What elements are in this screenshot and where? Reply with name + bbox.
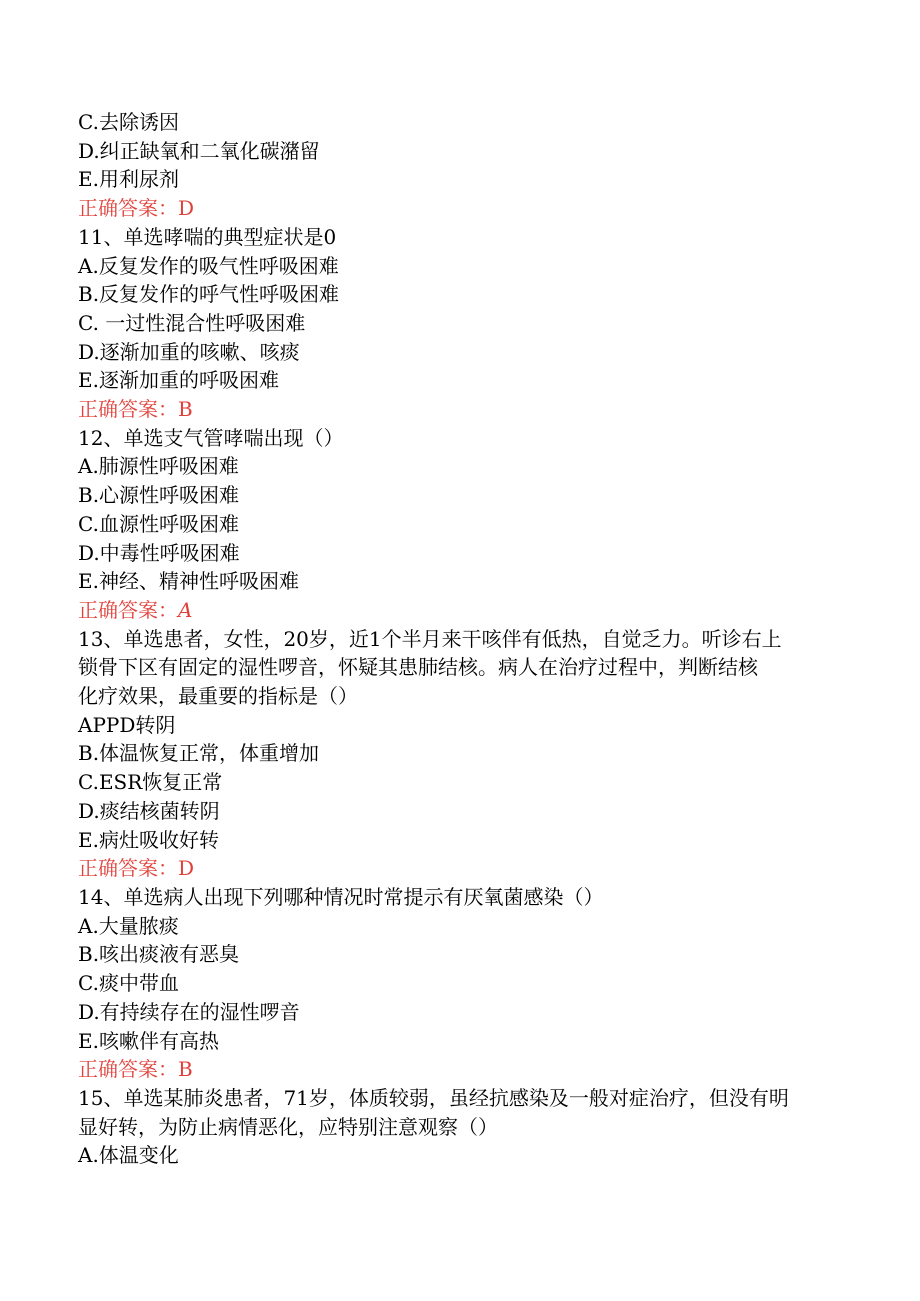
- question-stem-line: 15、单选某肺炎患者，71岁，体质较弱，虽经抗感染及一般对症治疗，但没有明: [78, 1085, 789, 1110]
- question-stem: 12、单选支气管哮喘出现（）: [78, 425, 344, 450]
- question-stem-line: 13、单选患者，女性，20岁，近1个半月来干咳伴有低热，自觉乏力。听诊右上: [78, 626, 782, 651]
- option-e: E.病灶吸收好转: [78, 827, 219, 852]
- option-a: APPD转阴: [78, 712, 176, 737]
- answer-value: D: [178, 196, 195, 221]
- option-d: D.纠正缺氧和二氧化碳潴留: [78, 138, 320, 163]
- option-c: C.血源性呼吸困难: [78, 511, 239, 536]
- option-b: B.反复发作的呼气性呼吸困难: [78, 282, 340, 307]
- question-stem: 11、单选哮喘的典型症状是0: [78, 224, 337, 249]
- answer-value: B: [178, 397, 193, 422]
- option-e: E.咳嗽伴有高热: [78, 1028, 219, 1053]
- option-c: C. 一过性混合性呼吸困难: [78, 310, 306, 335]
- option-c: C.ESR恢复正常: [78, 770, 223, 795]
- option-d: D.有持续存在的湿性啰音: [78, 999, 300, 1024]
- option-d: D.中毒性呼吸困难: [78, 540, 240, 565]
- question-stem-line: 化疗效果，最重要的指标是（）: [78, 684, 358, 709]
- question-stem: 14、单选病人出现下列哪种情况时常提示有厌氧菌感染（）: [78, 884, 604, 909]
- option-a: A.肺源性呼吸困难: [78, 454, 239, 479]
- answer-label: 正确答案：: [78, 397, 178, 422]
- answer-label: 正确答案：: [78, 1057, 178, 1082]
- correct-answer: [78, 854, 858, 883]
- option-b: B.体温恢复正常，体重增加: [78, 741, 320, 766]
- option-a: A.体温变化: [78, 1143, 179, 1168]
- option-c: C.去除诱因: [78, 110, 179, 134]
- question-stem-line: 显好转，为防止病情恶化，应特别注意观察（）: [78, 1114, 498, 1139]
- option-a: A.大量脓痰: [78, 913, 179, 938]
- option-a: A.反复发作的吸气性呼吸困难: [78, 253, 339, 278]
- correct-answer: [78, 194, 858, 223]
- option-d: D.痰结核菌转阴: [78, 798, 220, 823]
- answer-value: D: [178, 856, 195, 881]
- document-page: [78, 108, 858, 1170]
- answer-label: 正确答案：: [78, 856, 178, 881]
- answer-value: A: [178, 597, 193, 622]
- answer-label: 正确答案：: [78, 597, 178, 622]
- option-e: E.神经、精神性呼吸困难: [78, 569, 299, 594]
- answer-label: 正确答案：: [78, 196, 178, 221]
- question-stem-line: 锁骨下区有固定的湿性啰音，怀疑其患肺结核。病人在治疗过程中，判断结核: [78, 655, 758, 680]
- option-c: C.痰中带血: [78, 971, 179, 996]
- option-e: E.逐渐加重的呼吸困难: [78, 368, 279, 393]
- option-b: B.咳出痰液有恶臭: [78, 942, 240, 967]
- option-e: E.用利尿剂: [78, 167, 179, 192]
- option-d: D.逐渐加重的咳嗽、咳痰: [78, 339, 300, 364]
- correct-answer: [78, 1055, 858, 1084]
- option-b: B.心源性呼吸困难: [78, 483, 240, 508]
- answer-value: B: [178, 1057, 193, 1082]
- correct-answer: [78, 395, 858, 424]
- correct-answer: [78, 596, 858, 625]
